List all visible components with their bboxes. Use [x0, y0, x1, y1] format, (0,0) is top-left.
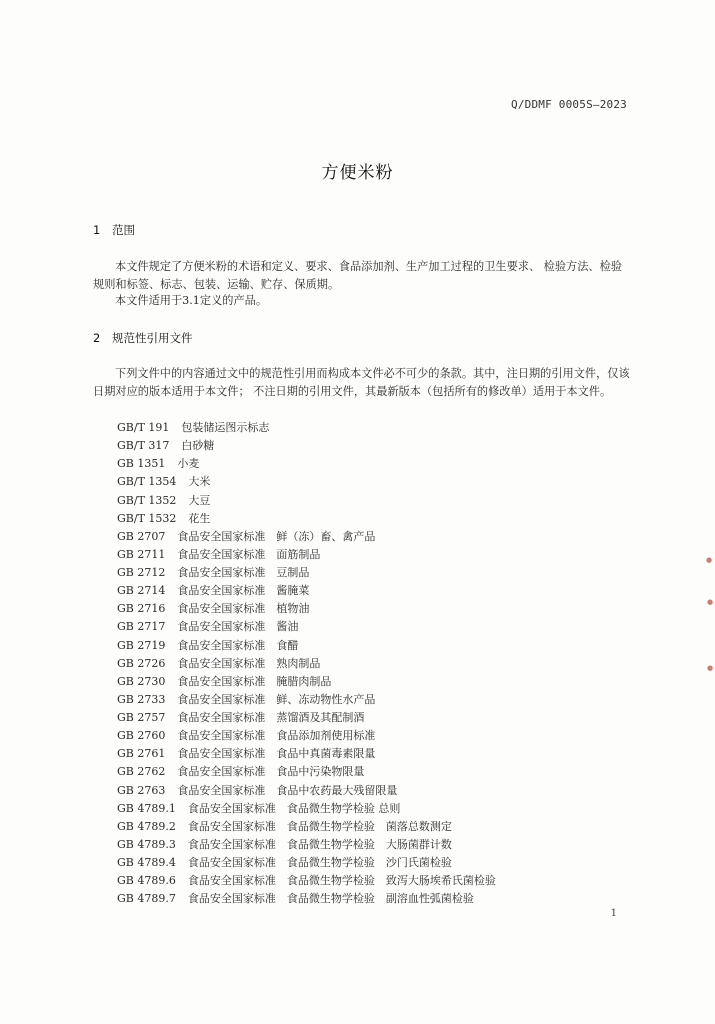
- reference-code: GB 2763: [117, 783, 166, 797]
- reference-name: 食品安全国家标准 食品微生物学检验 总则: [187, 801, 401, 815]
- reference-name: 食品安全国家标准 鲜（冻）畜、禽产品: [177, 529, 376, 543]
- reference-code: GB 2762: [117, 765, 166, 779]
- reference-item: [117, 492, 496, 510]
- page-number: 1: [610, 908, 617, 919]
- reference-name: 食品安全国家标准 食品微生物学检验 菌落总数测定: [187, 819, 452, 833]
- reference-item: [117, 473, 496, 491]
- reference-item: [117, 437, 496, 455]
- reference-name: 食品安全国家标准 植物油: [177, 602, 310, 616]
- reference-name: 食品安全国家标准 食品微生物学检验 沙门氏菌检验: [187, 856, 452, 869]
- reference-code: GB 4789.7: [117, 892, 176, 906]
- reference-name: 大豆: [188, 493, 211, 507]
- reference-code: GB/T 317: [117, 439, 170, 453]
- reference-name: 花生: [188, 511, 211, 525]
- document-title: 方便米粉: [321, 163, 394, 183]
- reference-name: 食品安全国家标准 鲜、冻动物性水产品: [177, 692, 376, 706]
- reference-item: [117, 836, 496, 854]
- reference-code: GB 4789.1: [117, 801, 176, 815]
- reference-item: [117, 691, 496, 709]
- reference-list: [117, 419, 496, 908]
- reference-name: 食品安全国家标准 食品添加剂使用标准: [177, 729, 376, 743]
- reference-code: GB 4789.6: [117, 874, 176, 888]
- reference-item: [117, 727, 496, 745]
- reference-item: [117, 673, 496, 691]
- reference-name: 食品安全国家标准 腌腊肉制品: [177, 674, 332, 688]
- reference-name: 小麦: [177, 457, 200, 471]
- reference-code: GB 4789.2: [117, 819, 176, 833]
- reference-name: 食品安全国家标准 豆制品: [177, 566, 310, 579]
- reference-name: 白砂糖: [181, 439, 215, 453]
- scan-mark: ●: [707, 664, 714, 672]
- reference-name: 食品安全国家标准 酱腌菜: [177, 584, 310, 598]
- reference-item: [117, 419, 496, 437]
- scan-mark: ●: [707, 598, 714, 606]
- reference-code: GB 2717: [117, 620, 166, 634]
- reference-code: GB/T 1532: [117, 511, 177, 525]
- reference-code: GB 2711: [117, 547, 166, 561]
- reference-item: [117, 546, 496, 564]
- section-1-paragraph-2: 本文件适用于3.1定义的产品。: [115, 294, 268, 307]
- reference-item: [117, 528, 496, 546]
- reference-item: [117, 618, 496, 636]
- reference-name: 食品安全国家标准 食品中污染物限量: [177, 765, 365, 779]
- reference-code: GB 1351: [117, 457, 166, 471]
- reference-item: [117, 818, 496, 836]
- reference-item: [117, 745, 496, 763]
- reference-item: [117, 600, 496, 618]
- reference-item: [117, 800, 496, 818]
- reference-item: [117, 510, 496, 528]
- reference-code: GB 4789.3: [117, 837, 176, 851]
- reference-item: [117, 709, 496, 727]
- reference-code: GB/T 1354: [117, 475, 177, 489]
- reference-item: [117, 872, 496, 890]
- section-title: 范围: [112, 223, 135, 237]
- reference-name: 食品安全国家标准 面筋制品: [177, 547, 321, 561]
- reference-code: GB 2733: [117, 692, 166, 706]
- reference-name: 食品安全国家标准 食品微生物学检验 副溶血性弧菌检验: [187, 892, 474, 906]
- reference-name: 包装储运图示标志: [181, 421, 270, 434]
- reference-code: GB 2730: [117, 674, 166, 688]
- reference-item: [117, 854, 496, 872]
- document-code: Q/DDMF 0005S—2023: [511, 98, 627, 111]
- reference-code: GB 2712: [117, 566, 166, 579]
- reference-name: 食品安全国家标准 蒸馏酒及其配制酒: [177, 711, 365, 724]
- reference-code: GB 2760: [117, 729, 166, 743]
- reference-name: 食品安全国家标准 酱油: [177, 620, 299, 634]
- section-1-paragraph-1: 本文件规定了方便米粉的术语和定义、要求、食品添加剂、生产加工过程的卫生要求、 检验方法、检验规则和标签、标志、包装、运输、贮存、保质期。: [93, 260, 622, 291]
- reference-code: GB 2757: [117, 711, 166, 724]
- section-2-paragraph-1: 下列文件中的内容通过文中的规范性引用而构成本文件必不可少的条款。其中，注日期的引用文件，仅该日期对应的版本适用于本文件； 不注日期的引用文件，其最新版本（包括所有的修改单）适用于本文件。: [93, 367, 630, 398]
- reference-code: GB 2714: [117, 584, 166, 598]
- reference-item: [117, 782, 496, 800]
- reference-name: 食品安全国家标准 食品微生物学检验 致泻大肠埃希氏菌检验: [187, 874, 496, 888]
- reference-item: [117, 564, 496, 582]
- reference-item: [117, 582, 496, 600]
- reference-name: 食品安全国家标准 食品中真菌毒素限量: [177, 747, 376, 761]
- reference-name: 食品安全国家标准 食品微生物学检验 大肠菌群计数: [187, 837, 452, 851]
- section-number: 2: [93, 331, 101, 345]
- reference-name: 食品安全国家标准 食品中农药最大残留限量: [177, 783, 398, 797]
- scan-mark: ●: [706, 556, 713, 564]
- section-2-heading: [93, 330, 193, 346]
- reference-item: [117, 637, 496, 655]
- reference-item: [117, 455, 496, 473]
- reference-name: 食品安全国家标准 熟肉制品: [177, 656, 321, 670]
- section-title: 规范性引用文件: [112, 331, 193, 345]
- reference-name: 食品安全国家标准 食醋: [177, 638, 299, 652]
- reference-item: [117, 890, 496, 908]
- reference-code: GB 2726: [117, 656, 166, 670]
- reference-code: GB 2716: [117, 602, 166, 616]
- reference-item: [117, 763, 496, 781]
- reference-code: GB/T 1352: [117, 493, 177, 507]
- reference-code: GB/T 191: [117, 421, 170, 434]
- reference-code: GB 4789.4: [117, 856, 176, 869]
- reference-code: GB 2719: [117, 638, 166, 652]
- section-number: 1: [93, 223, 101, 237]
- reference-code: GB 2761: [117, 747, 166, 761]
- reference-code: GB 2707: [117, 529, 166, 543]
- reference-item: [117, 655, 496, 673]
- reference-name: 大米: [188, 475, 211, 489]
- section-1-heading: [93, 222, 135, 238]
